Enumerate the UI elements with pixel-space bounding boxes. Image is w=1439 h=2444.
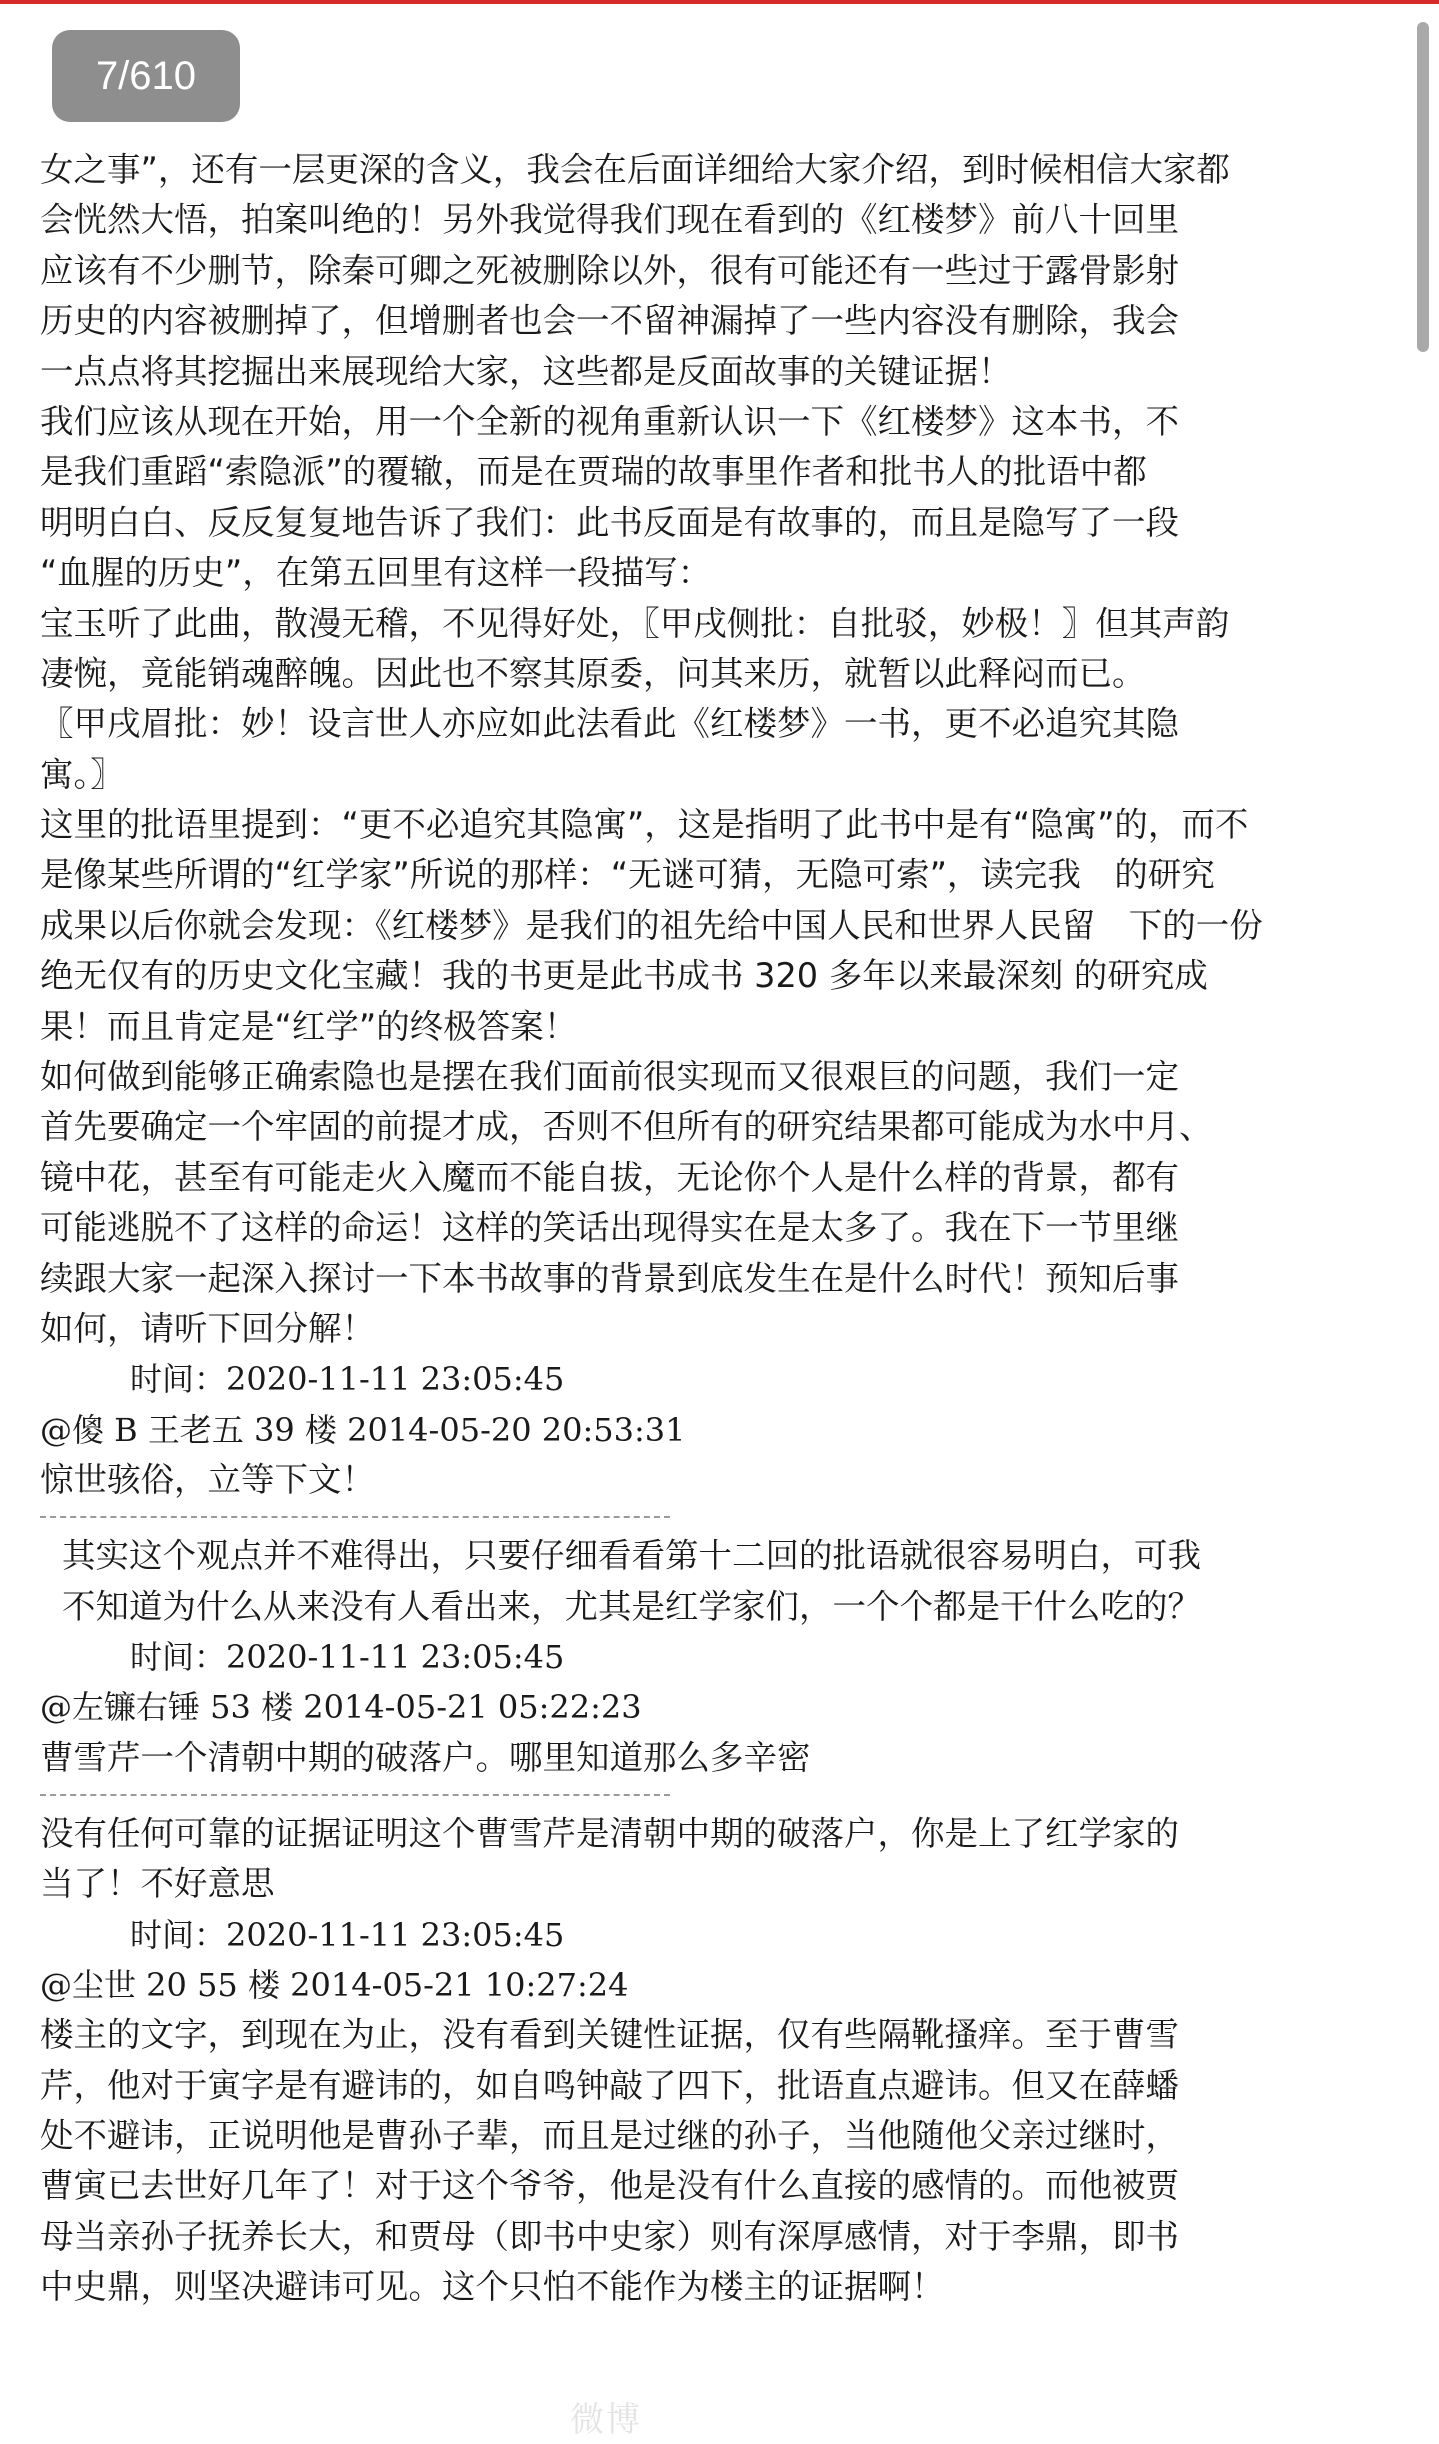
comment-text: 处不避讳，正说明他是曹孙子辈，而且是过继的孙子，当他随他父亲过继时， xyxy=(40,2116,1179,2156)
text-line: 明明白白、反反复复地告诉了我们：此书反面是有故事的，而且是隐写了一段 xyxy=(40,502,1179,542)
text-line: 凄惋，竟能销魂醉魄。因此也不察其原委，问其来历，就暂以此释闷而已。 xyxy=(40,653,1146,693)
comment-time: 时间：2020-11-11 23:05:45 xyxy=(130,1637,565,1676)
text-line: 女之事”，还有一层更深的含义，我会在后面详细给大家介绍，到时候相信大家都 xyxy=(40,150,1230,189)
text-line: 首先要确定一个牢固的前提才成，否则不但所有的研究结果都可能成为水中月、 xyxy=(40,1107,1213,1147)
reply-text: 不知道为什么从来没有人看出来，尤其是红学家们，一个个都是干什么吃的？ xyxy=(62,1586,1201,1626)
watermark-logo: 微博 xyxy=(570,2400,642,2440)
text-line: 〖甲戌眉批：妙！设言世人亦应如此法看此《红楼梦》一书，更不必追究其隐 xyxy=(40,704,1179,744)
comment-divider xyxy=(40,1516,670,1518)
reply-text: 当了！不好意思 xyxy=(40,1864,275,1904)
text-line: 应该有不少删节，除秦可卿之死被删除以外，很有可能还有一些过于露骨影射 xyxy=(40,250,1179,290)
article-content xyxy=(40,148,1375,2316)
comment-author-meta[interactable]: @左镰右锤 53 楼 2014-05-21 05:22:23 xyxy=(40,1688,642,1727)
comment-text: 曹寅已去世好几年了！对于这个爷爷，他是没有什么直接的感情的。而他被贾 xyxy=(40,2166,1179,2206)
comment-text: 惊世骇俗，立等下文！ xyxy=(40,1460,375,1500)
comment-author-meta[interactable]: @尘世 20 55 楼 2014-05-21 10:27:24 xyxy=(40,1965,629,2004)
page-indicator-badge: 7/610 xyxy=(52,30,240,122)
comment-text: 曹雪芹一个清朝中期的破落户。哪里知道那么多辛密 xyxy=(40,1737,811,1777)
comment-divider xyxy=(40,1794,670,1796)
text-line: 会恍然大悟，拍案叫绝的！另外我觉得我们现在看到的《红楼梦》前八十回里 xyxy=(40,200,1179,240)
text-line: 历史的内容被删掉了，但增删者也会一不留神漏掉了一些内容没有删除，我会 xyxy=(40,301,1179,341)
comment-text: 中史鼎，则坚决避讳可见。这个只怕不能作为楼主的证据啊！ xyxy=(40,2267,945,2307)
text-line: 如何，请听下回分解！ xyxy=(40,1308,375,1348)
reply-text: 其实这个观点并不难得出，只要仔细看看第十二回的批语就很容易明白，可我 xyxy=(62,1536,1201,1576)
text-line: 寓。〗 xyxy=(40,754,124,794)
text-line: 镜中花，甚至有可能走火入魔而不能自拔，无论你个人是什么样的背景，都有 xyxy=(40,1157,1179,1197)
text-line: “血腥的历史”，在第五回里有这样一段描写： xyxy=(40,553,712,593)
text-line: 如何做到能够正确索隐也是摆在我们面前很实现而又很艰巨的问题，我们一定 xyxy=(40,1057,1179,1097)
text-line: 我们应该从现在开始，用一个全新的视角重新认识一下《红楼梦》这本书，不 xyxy=(40,401,1179,441)
comment-text: 母当亲孙子抚养长大，和贾母（即书中史家）则有深厚感情，对于李鼎，即书 xyxy=(40,2216,1179,2256)
comment-time: 时间：2020-11-11 23:05:45 xyxy=(130,1915,565,1954)
text-line: 这里的批语里提到：“更不必追究其隐寓”，这是指明了此书中是有“隐寓”的，而不 xyxy=(40,805,1249,845)
text-line: 续跟大家一起深入探讨一下本书故事的背景到底发生在是什么时代！预知后事 xyxy=(40,1258,1179,1298)
text-line: 宝玉听了此曲，散漫无稽，不见得好处，〖甲戌侧批：自批驳，妙极！〗但其声韵 xyxy=(40,603,1230,643)
comment-text: 楼主的文字，到现在为止，没有看到关键性证据，仅有些隔靴搔痒。至于曹雪 xyxy=(40,2015,1179,2055)
text-line: 是我们重蹈“索隐派”的覆辙，而是在贾瑞的故事里作者和批书人的批语中都 xyxy=(40,452,1147,492)
comment-text: 芹，他对于寅字是有避讳的，如自鸣钟敲了四下，批语直点避讳。但又在薛蟠 xyxy=(40,2065,1179,2105)
text-line: 是像某些所谓的“红学家”所说的那样：“无谜可猜，无隐可索”，读完我 的研究 xyxy=(40,855,1215,895)
top-accent-line xyxy=(0,0,1439,4)
reply-text: 没有任何可靠的证据证明这个曹雪芹是清朝中期的破落户，你是上了红学家的 xyxy=(40,1813,1179,1853)
text-line: 可能逃脱不了这样的命运！这样的笑话出现得实在是太多了。我在下一节里继 xyxy=(40,1208,1179,1248)
text-line: 绝无仅有的历史文化宝藏！我的书更是此书成书 320 多年以来最深刻 的研究成 xyxy=(40,956,1208,996)
comment-time: 时间：2020-11-11 23:05:45 xyxy=(130,1360,565,1399)
scrollbar-thumb[interactable] xyxy=(1417,22,1429,352)
text-line: 一点点将其挖掘出来展现给大家，这些都是反面故事的关键证据！ xyxy=(40,351,1012,391)
text-line: 成果以后你就会发现：《红楼梦》是我们的祖先给中国人民和世界人民留 下的一份 xyxy=(40,905,1263,945)
comment-author-meta[interactable]: @傻 B 王老五 39 楼 2014-05-20 20:53:31 xyxy=(40,1410,686,1449)
text-line: 果！而且肯定是“红学”的终极答案！ xyxy=(40,1006,578,1046)
